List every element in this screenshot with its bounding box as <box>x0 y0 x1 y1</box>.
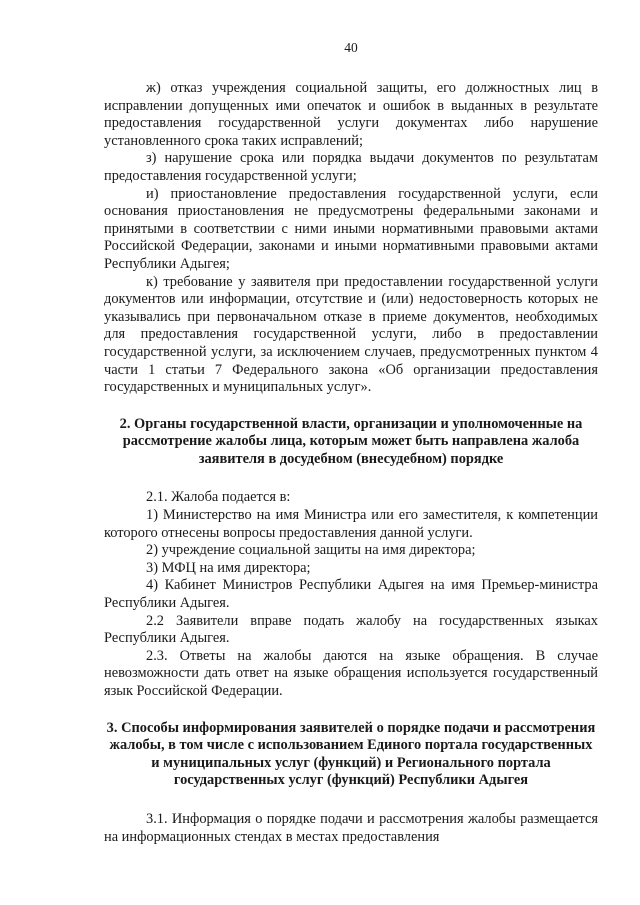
paragraph-2-1-1: 1) Министерство на имя Министра или его заместителя, к компетенции которого отнесены вопросы предоставления данной услуги. <box>104 507 598 541</box>
paragraph-2-1-2: 2) учреждение социальной защиты на имя директора; <box>146 542 476 559</box>
paragraph-2-1: 2.1. Жалоба подается в: <box>146 489 291 506</box>
paragraph-2-1-4: 4) Кабинет Министров Республики Адыгея на имя Премьер-министра Республики Адыгея. <box>104 577 598 612</box>
spacer <box>104 790 598 811</box>
spacer <box>104 468 598 489</box>
paragraph-item-z: з) нарушение срока или порядка выдачи документов по результатам предоставления государственной услуги; <box>104 150 598 184</box>
paragraph-2-2: 2.2 Заявители вправе подать жалобу на государственных языках Республики Адыгея. <box>104 612 598 647</box>
paragraph-item-k: к) требование у заявителя при предоставлении государственной услуги документов или информации, отсутствие и (или) недостоверность которых не указывались при первоначальном отказе в приеме документов, необходимых для предоставления государственной услуги, либо в предоставлении государственной услуги, за исключением случаев, предусмотренных пунктом 4 части 1 статьи 7 Федерального закона «Об организации предоставления государственных и муниципальных услуг». <box>104 273 598 396</box>
paragraph-2-1-3: 3) МФЦ на имя директора; <box>146 559 311 576</box>
paragraph-2-3: 2.3. Ответы на жалобы даются на языке обращения. В случае невозможности дать ответ на языке обращения используется государственный язык Российской Федерации. <box>104 647 598 699</box>
paragraph-item-i: и) приостановление предоставления государственной услуги, если основания приостановления не предусмотрены федеральными законами и принятыми в соответствии с ними иными нормативными правовыми актами Российской Федерации, законами и иными нормативными правовыми актами Республики Адыгея; <box>104 185 598 272</box>
section-3-heading: 3. Способы информирования заявителей о порядке подачи и рассмотрения жалобы, в том числе с использованием Единого портала государственных и муниципальных услуг (функций) и Регионального портала государственных услуг (функций) Республики Адыгея <box>106 719 596 789</box>
paragraph-3-1: 3.1. Информация о порядке подачи и рассмотрения жалобы размещается на информационных стендах в местах предоставления <box>104 810 598 845</box>
spacer <box>104 701 598 720</box>
paragraph-item-zh: ж) отказ учреждения социальной защиты, его должностных лиц в исправлении допущенных ими опечаток и ошибок в выданных в результате предоставления государственной услуги документах либо нарушение установленного срока таких исправлений; <box>104 80 598 149</box>
section-2-heading: 2. Органы государственной власти, организации и уполномоченные на рассмотрение жалобы лица, которым может быть направлена жалоба заявителя в досудебном (внесудебном) порядке <box>119 415 583 467</box>
document-body <box>104 80 598 846</box>
spacer <box>104 397 598 416</box>
page-number: 40 <box>344 40 358 55</box>
